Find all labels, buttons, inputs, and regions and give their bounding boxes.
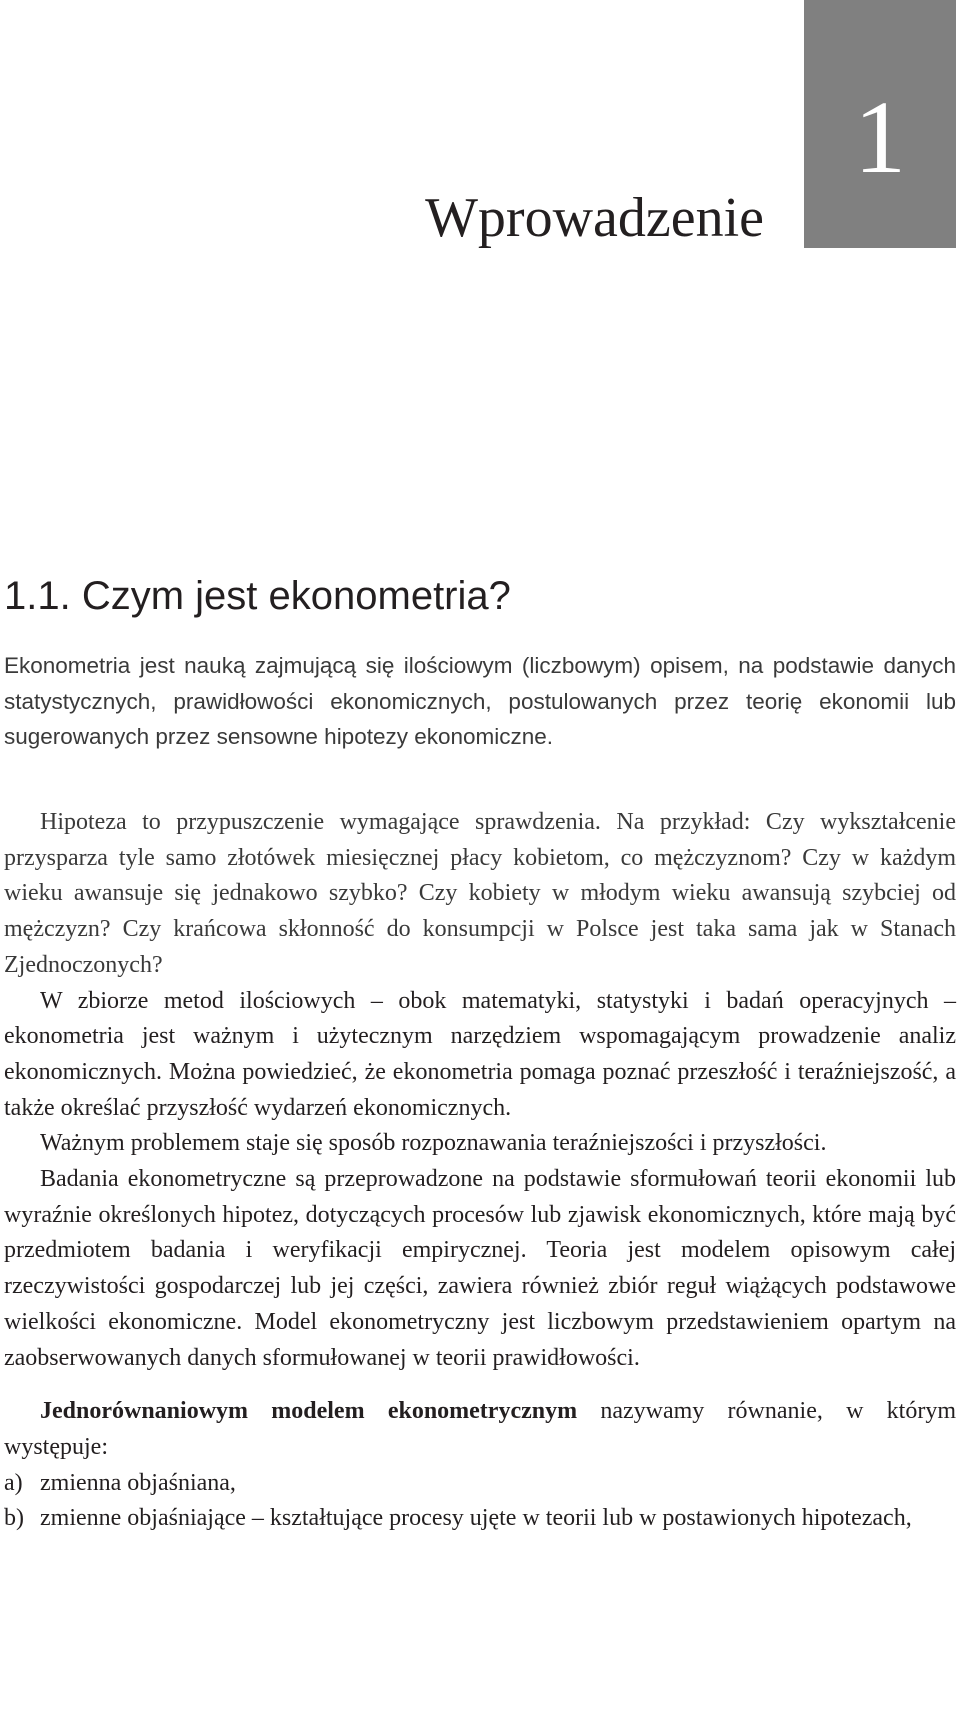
model-term: Jednorównaniowym modelem ekonometrycznym xyxy=(40,1398,578,1425)
list-marker: b) xyxy=(4,1505,24,1532)
list-marker: a) xyxy=(4,1469,23,1496)
paragraph-methods: W zbiorze metod ilościowych – obok matematyki, statystyki i badań operacyjnych – ekonometria jest ważnym i użytecznym narzędziem wspomagającym prowadzenie analiz ekonomicznych. Można powiedzieć, że ekonometria pomaga poznać przeszłość i teraźniejszość, a także określać przyszłość wydarzeń ekonomicznych. xyxy=(4,987,956,1121)
paragraph-model-definition xyxy=(4,1394,956,1465)
model-definition-rest: nazywamy równanie, w którym występuje: xyxy=(4,1398,957,1460)
list-item-text: zmienne objaśniające – kształtujące procesy ujęte w teorii lub w postawionych hipotezach, xyxy=(40,1505,912,1532)
model-components-list xyxy=(4,1466,956,1537)
section-title: 1.1. Czym jest ekonometria? xyxy=(4,574,511,618)
econometrics-definition: Ekonometria jest nauką zajmującą się ilościowym (liczbowym) opisem, na podstawie danych statystycznych, prawidłowości ekonomicznych, postulowanych przez teorię ekonomii lub sugerowanych przez sensowne hipotezy ekonomiczne. xyxy=(4,653,956,749)
chapter-number-box xyxy=(804,0,956,248)
list-item xyxy=(4,1466,956,1502)
paragraph-problem: Ważnym problemem staje się sposób rozpoznawania teraźniejszości i przyszłości. xyxy=(40,1130,827,1157)
chapter-number: 1 xyxy=(854,80,906,195)
chapter-title: Wprowadzenie xyxy=(425,187,764,249)
list-item-text: zmienna objaśniana, xyxy=(40,1469,236,1496)
list-item xyxy=(4,1501,956,1537)
paragraph-hypothesis: Hipoteza to przypuszczenie wymagające sprawdzenia. Na przykład: Czy wykształcenie przysparza tyle samo złotówek miesięcznej płacy kobietom, co mężczyznom? Czy w każdym wieku awansuje się jednakowo szybko? Czy kobiety w młodym wieku awansują szybciej od mężczyzn? Czy krańcowa skłonność do konsumpcji w Polsce jest taka sama jak w Stanach Zjednoczonych? xyxy=(4,809,956,978)
paragraph-research: Badania ekonometryczne są przeprowadzone na podstawie sformułowań teorii ekonomii lub wyraźnie określonych hipotez, dotyczących procesów lub zjawisk ekonomicznych, które mają być przedmiotem badania i weryfikacji empirycznej. Teoria jest modelem opisowym całej rzeczywistości gospodarczej lub jej części, zawiera również zbiór reguł wiążących podstawowe wielkości ekonomiczne. Model ekonometryczny jest liczbowym przedstawieniem opartym na zaobserwowanych danych sformułowanej w teorii prawidłowości. xyxy=(4,1166,956,1371)
body-text xyxy=(4,805,956,1537)
